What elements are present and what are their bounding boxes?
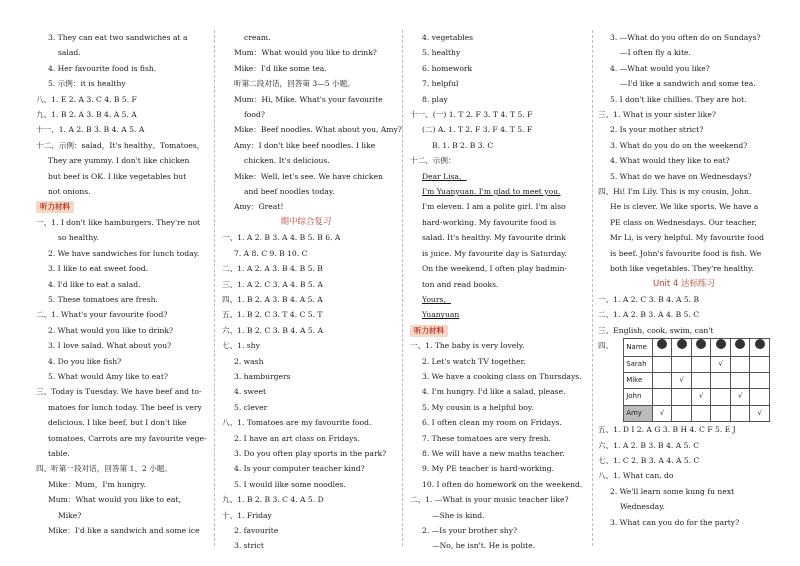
grid-cell [652,372,672,388]
answer-line: 4. —What would you like? [610,63,710,73]
answer-line: 2. wash [234,356,264,366]
answer-line: 三、Today is Tuesday. We have beef and to- [36,387,202,397]
grid-cell [691,405,711,421]
answer-line: 3. We have a cooking class on Thursdays. [422,371,582,381]
answer-line: Mike：Well, let's see. We have chicken [234,171,383,181]
answer-line: 十一、(一) 1. T 2. F 3. T 4. T 5. F [410,110,533,120]
answer-line: —No, he isn't. He is polite. [432,541,536,551]
grid-cell [711,372,731,388]
midterm-review-title: 期中综合复习 [280,216,332,227]
answer-line: 7. helpful [422,79,459,89]
answer-line: —She is kind. [432,510,485,520]
answer-line: Mike：I'd like some tea. [234,63,327,73]
grid-cell [750,356,770,372]
answer-line: 七、1. shy [222,341,260,351]
grid-header-picture [652,339,672,356]
grid-header-picture [691,339,711,356]
grid-header-name: Name [624,339,653,356]
answer-line: 八、1. E 2. A 3. C 4. B 5. F [36,94,137,104]
answer-line: 2. I have an art class on Fridays. [234,433,360,443]
answer-line: 3. I like to eat sweet food. [48,264,149,274]
grid-row-name: Mike [624,372,653,388]
answer-line: 九、1. B 2. B 3. C 4. A 5. D [222,495,324,505]
activity-picture-icon [716,339,726,349]
answer-line: and beef noodles today. [244,187,335,197]
answer-line: 2. We have sandwiches for lunch today. [48,248,200,258]
answer-line: 3. They can eat two sandwiches at a [48,33,188,42]
answer-line: 四、听第一段对话，回答第 1、2 小题。 [36,464,172,474]
answer-line: 7. These tomatoes are very fresh. [422,433,552,443]
activity-picture-icon [755,339,765,349]
answer-line: 2. favourite [234,526,279,535]
grid-cell [672,405,692,421]
column-divider [402,30,403,546]
column-3 [410,30,588,554]
answer-line: 4. sweet [234,387,267,397]
grid-cell [652,356,672,372]
answer-line: cream. [244,33,271,42]
answer-line: 3. What do you do on the weekend? [610,140,748,150]
answer-line: 十二、示例： [410,156,456,166]
answer-line: On the weekend, I often play badmin- [422,264,568,274]
grid-row [624,405,770,421]
answer-line: 5. I would like some noodles. [234,479,346,489]
grid-cell [672,389,692,405]
answer-line: tomatoes. Carrots are my favourite vege- [48,433,207,443]
answer-line: 2. —Is your brother shy? [422,526,518,535]
answer-line: 8. We will have a new maths teacher. [422,448,565,458]
answer-line: ton and read books. [422,279,499,289]
grid-cell [750,372,770,388]
answer-line: 二、1. —What is your music teacher like? [410,495,569,505]
answer-line: 五、1. D I 2. A G 3. B H 4. C F 5. E J [598,425,736,435]
answer-line: 4. Is your computer teacher kind? [234,464,365,474]
grid-cell [750,389,770,405]
answer-line: 一、1. A 2. B 3. A 4. B 5. B 6. A [222,233,341,243]
answer-line: 5. My cousin is a helpful boy. [422,402,534,412]
answer-line: 3. Do you often play sports in the park? [234,448,387,458]
answer-line: Mum：What would you like to drink? [234,48,377,58]
answer-line: 十一、1. A 2. B 3. B 4. A 5. A [36,125,145,135]
answer-grid [623,338,770,422]
answer-table-block [598,338,770,422]
answer-line: Mike：I'd like a sandwich and some ice [48,526,200,535]
answer-line: 5. 示例：it is healthy [48,79,126,89]
answer-line: salad. [58,48,81,58]
column-divider [592,30,593,546]
grid-header-picture [730,339,750,356]
answer-line: 4. I'm hungry. I'd like a salad, please. [422,387,566,397]
grid-header-picture [711,339,731,356]
activity-picture-icon [735,339,745,349]
answer-line: 6. homework [422,63,473,73]
activity-picture-icon [657,339,667,349]
answer-line: 七、1. C 2. B 3. A 4. A 5. C [598,455,700,465]
answer-line: PE class on Wednesdays. Our teacher, [610,217,757,227]
grid-cell [711,405,731,421]
answer-line: Amy：I don't like beef noodles. I like [234,140,376,150]
answer-line: so healthy. [58,233,99,243]
answer-line: 八、1. Tomatoes are my favourite food. [222,418,372,428]
column-divider [214,30,215,546]
answer-line: 三、English, cook, swim, can't [598,325,714,335]
grid-cell [730,405,750,421]
answer-line: 一、1. The baby is very lovely. [410,341,525,351]
answer-line: 2. Is your mother strict? [610,125,704,135]
answer-line: both like vegetables. They're healthy. [610,264,754,274]
answer-line: Amy：Great! [234,202,284,212]
answer-line: 9. My PE teacher is hard-working. [422,464,555,474]
answer-line: 5. What would Amy like to eat? [48,371,168,381]
answer-line: is beef. John's favourite food is fish. We [610,248,762,258]
grid-row [624,356,770,372]
answer-line: They are yummy. I don't like chicken [48,156,190,166]
answer-line: 九、1. B 2. A 3. B 4. A 5. A [36,110,137,120]
grid-cell [711,389,731,405]
activity-picture-icon [696,339,706,349]
answer-line: food? [244,110,265,120]
answer-line: —I often fly a kite. [620,48,691,58]
answer-line: 7. A 8. C 9. B 10. C [234,248,308,258]
answer-line: 2. What would you like to drink? [48,325,174,335]
answer-line: 3. I love salad. What about you? [48,341,172,351]
grid-cell: √ [711,356,731,372]
answer-line: 三、1. What is your sister like? [598,110,716,120]
answer-line: 4. What would they like to eat? [610,156,730,166]
listening-material-label: 听力材料 [36,201,74,213]
answer-line: not onions. [48,187,91,197]
answer-line: 一、1. I don't like hamburgers. They're not [36,217,201,227]
answer-line: 3. hamburgers [234,371,291,381]
grid-header-picture [750,339,770,356]
table-question-label: 四、 [598,341,614,351]
answer-line: 4. vegetables [422,33,474,42]
answer-line: 5. These tomatoes are fresh. [48,294,158,304]
column-2 [222,30,402,554]
answer-line: is juice. My favourite day is Saturday. [422,248,567,258]
answer-line: 二、1. A 2. B 3. A 4. B 5. C [598,310,700,320]
grid-cell: √ [730,389,750,405]
answer-line: hard-working. My favourite food is [422,217,556,227]
answer-line: 十、1. Friday [222,510,272,520]
answer-line: 四、Hi! I'm Lily. This is my cousin, John. [598,187,752,197]
answer-line: salad. It's healthy. My favourite drink [422,233,566,243]
answer-line: 5. healthy [422,48,461,58]
answer-line: 二、1. A 2. A 3. B 4. B 5. B [222,264,323,274]
answer-line: Wednesday. [620,502,665,512]
answer-line: 4. Her favourite food is fish. [48,63,157,73]
grid-row-name: John [624,389,653,405]
grid-row [624,372,770,388]
answer-line: Yours， [422,294,451,304]
answer-line: 五、1. B 2. C 3. T 4. C 5. T [222,310,323,320]
answer-line: 2. We'll learn some kung fu next [610,486,735,496]
answer-line: Mike：Beef noodles. What about you, Amy? [234,125,402,135]
answer-line: but beef is OK. I like vegetables but [48,171,187,181]
answer-line: 四、1. B 2. A 3. B 4. A 5. A [222,294,323,304]
answer-line: —I'd like a sandwich and some tea. [620,79,756,89]
column-4 [598,30,770,530]
answer-line: 3. strict [234,541,264,551]
answer-line: delicious. I like beef, but I don't like [48,418,187,428]
answer-line: (二) A. 1. T 2. F 3. F 4. T 5. F [422,125,533,135]
answer-line: 5. What do we have on Wednesdays? [610,171,752,181]
answer-line: 3. —What do you often do on Sundays? [610,33,761,42]
grid-header-picture [672,339,692,356]
answer-line: 二、1. What's your favourite food? [36,310,168,320]
grid-cell [730,372,750,388]
answer-line: chicken. It's delicious. [244,156,330,166]
grid-cell: √ [750,405,770,421]
answer-line: 4. I'd like to eat a salad. [48,279,141,289]
grid-cell [691,372,711,388]
grid-row [624,389,770,405]
answer-line: Mr Li, is very helpful. My favourite food [610,233,765,243]
listening-material-label: 听力材料 [410,325,448,337]
grid-cell [730,356,750,372]
answer-line: Mike：Mum，I'm hungry. [48,479,146,489]
answer-line: matoes for lunch today. The beef is very [48,402,202,412]
unit4-practice-title: Unit 4 达标练习 [652,278,716,289]
answer-line: 八、1. What can, do [598,471,674,481]
grid-cell [672,356,692,372]
answer-line: Mike? [58,510,82,520]
answer-line: 10. I often do homework on the weekend. [422,479,583,489]
answer-line: Mum：What would you like to eat, [48,495,181,505]
answer-line: 2. Let's watch TV together. [422,356,526,366]
answer-line: 三、1. A 2. C 3. A 4. B 5. A [222,279,323,289]
grid-cell: √ [691,389,711,405]
column-1 [36,30,206,538]
answer-line: 5. clever [234,402,268,412]
answer-line: 6. I often clean my room on Fridays. [422,418,562,428]
grid-cell [691,356,711,372]
grid-cell: √ [672,372,692,388]
answer-line: 5. I don't like chillies. They are hot. [610,94,747,104]
answer-line: I'm eleven. I am a polite girl. I'm also [422,202,566,212]
answer-line: Dear Lisa， [422,171,467,181]
activity-picture-icon [677,339,687,349]
answer-line: 4. Do you like fish? [48,356,122,366]
answer-line: 一、1. A 2. C 3. B 4. A 5. B [598,294,700,304]
answer-line: B. 1. B 2. B 3. C [432,140,494,150]
grid-row-name: Amy [624,405,653,421]
grid-cell [652,389,672,405]
answer-line: 六、1. A 2. B 3. B 4. A 5. C [598,440,700,450]
answer-line: Yuanyuan [422,310,460,320]
answer-line: table. [48,448,70,458]
answer-line: Mum：Hi, Mike. What's your favourite [234,94,383,104]
grid-cell: √ [652,405,672,421]
answer-line: 十二、示例：salad，It's healthy。Tomatoes， [36,140,205,150]
answer-line: 3. What can you do for the party? [610,517,740,527]
answer-line: 六、1. B 2. C 3. B 4. A 5. A [222,325,324,335]
answer-line: 8. play [422,94,448,104]
answer-line: I'm Yuanyuan. I'm glad to meet you. [422,187,561,197]
answer-line: He is clever. We like sports. We have a [610,202,759,212]
grid-row-name: Sarah [624,356,653,372]
answer-line: 听第二段对话，回答第 3—5 小题。 [234,79,355,89]
